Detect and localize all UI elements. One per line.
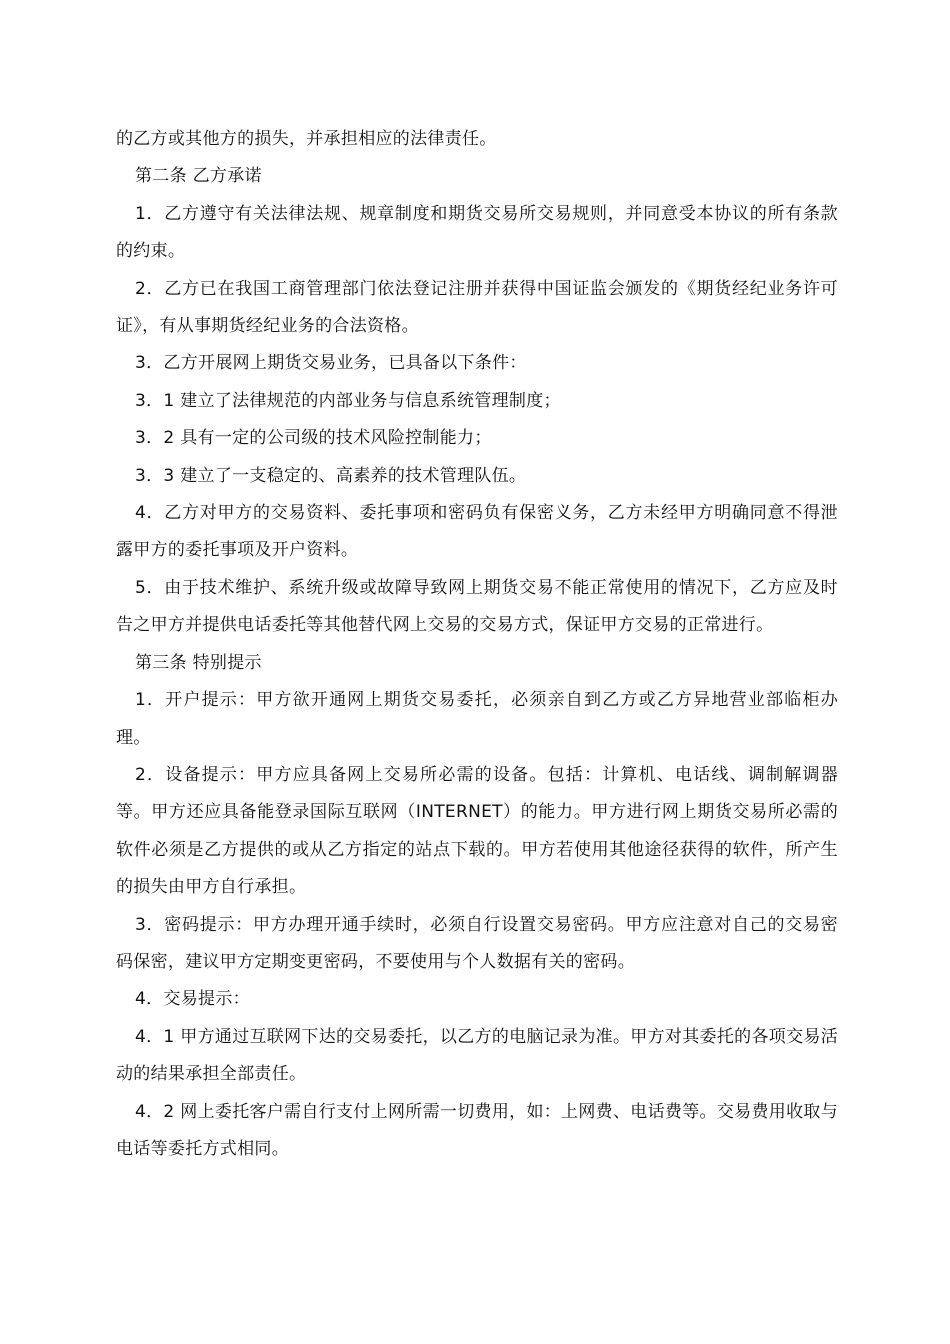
paragraph: 4．1 甲方通过互联网下达的交易委托，以乙方的电脑记录为准。甲方对其委托的各项交易活动的结果承担全部责任。 bbox=[116, 1026, 838, 1085]
section-heading-article-3: 第三条 特别提示 bbox=[135, 652, 262, 673]
paragraph: 5．由于技术维护、系统升级或故障导致网上期货交易不能正常使用的情况下，乙方应及时告之甲方并提供电话委托等其他替代网上交易的交易方式，保证甲方交易的正常进行。 bbox=[116, 577, 838, 636]
paragraph: 3．3 建立了一支稳定的、高素养的技术管理队伍。 bbox=[135, 465, 527, 486]
paragraph: 2．乙方已在我国工商管理部门依法登记注册并获得中国证监会颁发的《期货经纪业务许可证》，有从事期货经纪业务的合法资格。 bbox=[116, 278, 838, 337]
paragraph: 1．开户提示：甲方欲开通网上期货交易委托，必须亲自到乙方或乙方异地营业部临柜办理。 bbox=[116, 690, 838, 748]
paragraph: 3．密码提示：甲方办理开通手续时，必须自行设置交易密码。甲方应注意对自己的交易密码保密，建议甲方定期变更密码，不要使用与个人数据有关的密码。 bbox=[116, 914, 838, 972]
paragraph: 4．交易提示： bbox=[135, 989, 250, 1010]
paragraph: 4．乙方对甲方的交易资料、委托事项和密码负有保密义务，乙方未经甲方明确同意不得泄露甲方的委托事项及开户资料。 bbox=[116, 503, 838, 561]
paragraph: 4．2 网上委托客户需自行支付上网所需一切费用，如：上网费、电话费等。交易费用收取与电话等委托方式相同。 bbox=[116, 1101, 838, 1159]
paragraph: 1．乙方遵守有关法律法规、规章制度和期货交易所交易规则，并同意受本协议的所有条款的约束。 bbox=[116, 203, 838, 262]
section-heading-article-2: 第二条 乙方承诺 bbox=[135, 166, 262, 187]
document-body bbox=[116, 121, 838, 1168]
paragraph: 3．2 具有一定的公司级的技术风险控制能力； bbox=[135, 428, 492, 449]
paragraph: 3．1 建立了法律规范的内部业务与信息系统管理制度； bbox=[135, 390, 561, 411]
paragraph: 3．乙方开展网上期货交易业务，已具备以下条件： bbox=[135, 353, 527, 374]
paragraph: 的乙方或其他方的损失，并承担相应的法律责任。 bbox=[116, 129, 497, 149]
paragraph: 2．设备提示：甲方应具备网上交易所必需的设备。包括：计算机、电话线、调制解调器等。甲方还应具备能登录国际互联网（INTERNET）的能力。甲方进行网上期货交易所必需的软件必须是乙方提供的或从乙方指定的站点下载的。甲方若使用其他途径获得的软件，所产生的损失由甲方自行承担。 bbox=[116, 764, 838, 898]
